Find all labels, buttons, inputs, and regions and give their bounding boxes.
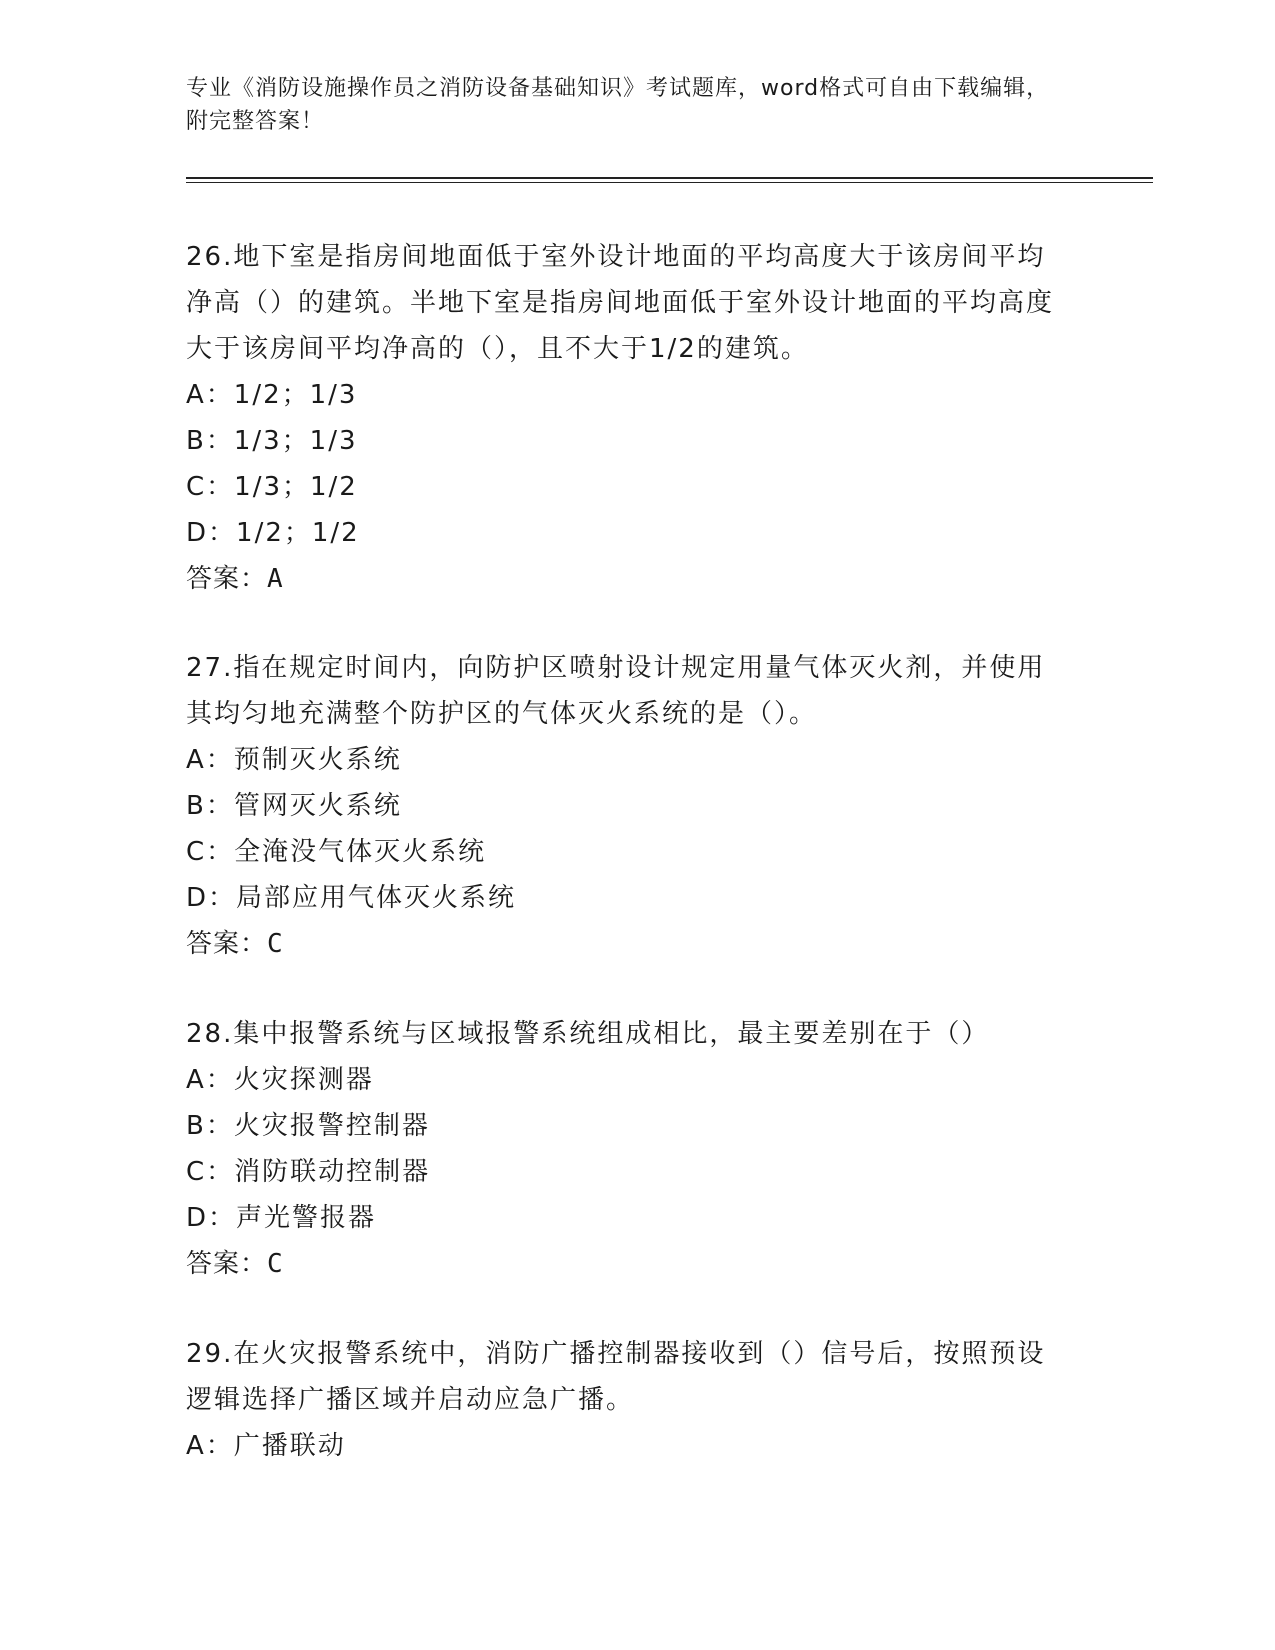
option-a: A：广播联动 [186,1431,346,1461]
answer-value: C [267,929,284,959]
answer-label: 答案： [186,1249,268,1279]
question-stem: 27.指在规定时间内，向防护区喷射设计规定用量气体灭火剂，并使用其均匀地充满整个防护区的气体灭火系统的是（）。 [186,653,1046,729]
header-divider-thin [186,182,1153,183]
document-header: 专业《消防设施操作员之消防设备基础知识》考试题库，word格式可自由下载编辑，附完整答案！ [186,76,1050,134]
option-a: A：预制灭火系统 [186,745,402,775]
option-d: D：声光警报器 [186,1203,377,1233]
option-c: C：全淹没气体灭火系统 [186,837,487,867]
question-stem: 29.在火灾报警系统中，消防广播控制器接收到（）信号后，按照预设逻辑选择广播区域并启动应急广播。 [186,1339,1046,1415]
option-list [186,737,1066,921]
question-28 [186,1011,1066,1287]
answer-label: 答案： [186,564,268,594]
option-list [186,372,1066,556]
answer-value: A [267,564,284,594]
option-a: A：火灾探测器 [186,1065,374,1095]
question-27 [186,645,1066,967]
question-29 [186,1331,1066,1469]
option-d: D：1/2；1/2 [186,518,360,548]
question-stem: 28.集中报警系统与区域报警系统组成相比，最主要差别在于（） [186,1019,990,1049]
option-b: B：火灾报警控制器 [186,1111,430,1141]
question-stem: 26.地下室是指房间地面低于室外设计地面的平均高度大于该房间平均净高（）的建筑。半地下室是指房间地面低于室外设计地面的平均高度大于该房间平均净高的（），且不大于1/2的建筑。 [186,242,1055,364]
option-c: C：1/3；1/2 [186,472,358,502]
option-b: B：1/3；1/3 [186,426,358,456]
option-list [186,1423,1066,1469]
option-b: B：管网灭火系统 [186,791,402,821]
answer-value: C [267,1249,284,1279]
answer-line [186,921,1066,967]
answer-line [186,556,1066,602]
option-list [186,1057,1066,1241]
header-divider-thick [186,177,1153,179]
option-c: C：消防联动控制器 [186,1157,431,1187]
option-a: A：1/2；1/3 [186,380,358,410]
question-26 [186,234,1066,602]
option-d: D：局部应用气体灭火系统 [186,883,517,913]
answer-label: 答案： [186,929,268,959]
answer-line [186,1241,1066,1287]
